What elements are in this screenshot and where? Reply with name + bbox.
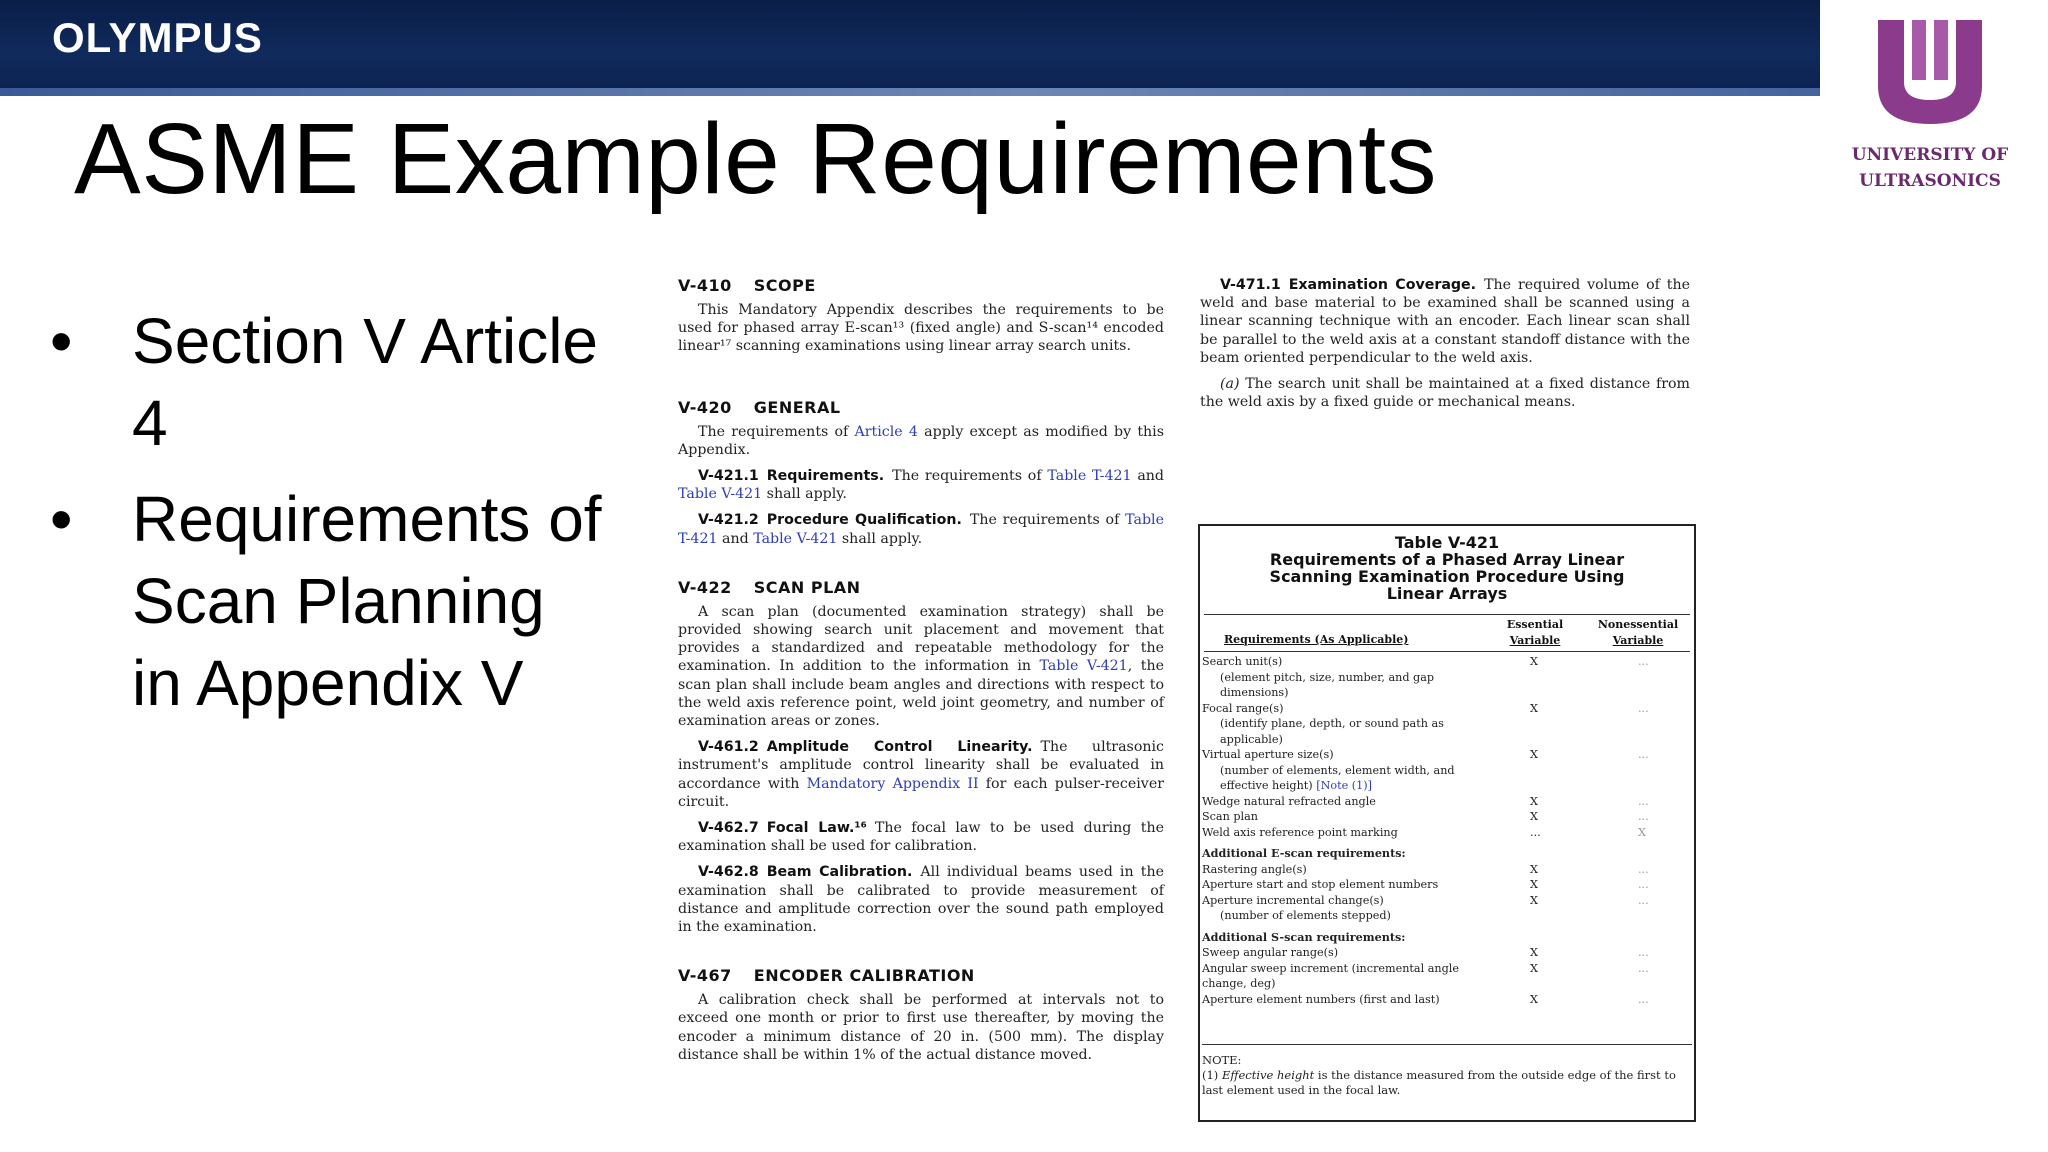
table-cell-requirement: Aperture incremental change(s) <box>1202 893 1384 907</box>
table-v421-link[interactable]: Table V-421 <box>678 486 763 503</box>
table-cell-nonessential: ... <box>1638 701 1649 715</box>
document-column-right <box>1200 276 1690 419</box>
section-body: The requirements of Article 4 apply except as modified by this Appendix. <box>678 423 1164 458</box>
table-group-row <box>1202 930 1692 946</box>
table-row <box>1202 670 1692 701</box>
table-cell-essential: X <box>1530 794 1538 808</box>
table-t421-link[interactable]: Table T-421 <box>678 512 1164 547</box>
subsection-body: V-462.8 Beam Calibration. All individual beams used in the examination shall be calibrated to provide measurement of distance and amplitude correction over the sound path employed in the examination. <box>678 864 1164 936</box>
bullet-item <box>50 478 610 724</box>
table-cell-nonessential: X <box>1638 825 1646 839</box>
slide-title: ASME Example Requirements <box>74 103 1438 215</box>
table-title: Table V-421 Requirements of a Phased Array Linear Scanning Examination Procedure Using Linear Arrays <box>1269 533 1625 603</box>
table-row <box>1202 908 1692 924</box>
logo-line1: UNIVERSITY OF <box>1851 145 2009 165</box>
article-4-link[interactable]: Article 4 <box>854 423 918 440</box>
requirements-table <box>1198 524 1696 1122</box>
subsection-body: V-421.2 Procedure Qualification. The requirements of Table T-421 and Table V-421 shall apply. <box>678 512 1164 547</box>
header-stripe <box>0 88 2048 96</box>
col-requirements: Requirements (As Applicable) <box>1224 633 1409 646</box>
table-cell-requirement: (identify plane, depth, or sound path as applicable) <box>1220 717 1444 746</box>
table-cell-essential: X <box>1530 961 1538 975</box>
university-logo <box>1820 0 2048 200</box>
section-body: A calibration check shall be performed at intervals not to exceed one month or prior to first use thereafter, by moving the encoder a minimum distance of 20 in. (500 mm). The display distance shall be within 1% of the actual distance moved. <box>678 992 1164 1063</box>
subsection-body: V-421.1 Requirements. The requirements of Table T-421 and Table V-421 shall apply. <box>678 468 1164 503</box>
table-cell-essential: X <box>1530 701 1538 715</box>
table-cell-essential: X <box>1530 655 1538 668</box>
table-cell-nonessential: ... <box>1638 794 1649 808</box>
table-row <box>1202 747 1692 763</box>
table-cell-essential: X <box>1530 992 1538 1006</box>
table-cell-nonessential: ... <box>1638 992 1649 1006</box>
table-cell-requirement: Additional S-scan requirements: <box>1202 929 1406 944</box>
bullet-text: Requirements of Scan Planning in Appendix V <box>132 483 602 719</box>
table-cell-requirement: Virtual aperture size(s) <box>1202 748 1334 761</box>
section-heading: V-410 SCOPE <box>678 276 816 295</box>
table-cell-nonessential: ... <box>1638 748 1649 761</box>
table-group-row <box>1202 846 1692 862</box>
olympus-logo: OLYMPUS <box>52 14 263 61</box>
col-nonessential: Nonessential Variable <box>1597 618 1679 647</box>
subsection-body: V-461.2 Amplitude Control Linearity. The ultrasonic instrument's amplitude control linearity shall be evaluated in accordance with Mandatory Appendix II for each pulser-receiver circuit. <box>678 739 1165 810</box>
subsection-body: V-462.7 Focal Law.¹⁶ The focal law to be used during the examination shall be used for calibration. <box>678 820 1164 855</box>
table-cell-requirement: (number of elements stepped) <box>1220 909 1391 922</box>
table-row <box>1202 825 1692 841</box>
table-cell-requirement: Scan plan <box>1202 810 1258 823</box>
section-body: A scan plan (documented examination strategy) shall be provided showing search unit placement and movement that provides a standardized and repeatable methodology for the examination. In addition to the information in Table V-421, the scan plan shall include beam angles and directions with respect to the weld axis reference point, weld joint geometry, and number of examination areas or zones. <box>678 603 1164 730</box>
table-cell-requirement: Aperture start and stop element numbers <box>1202 878 1439 891</box>
header-bar <box>0 0 2048 96</box>
table-cell-nonessential: ... <box>1638 655 1649 668</box>
table-cell-essential: X <box>1530 878 1538 891</box>
table-cell-nonessential: ... <box>1638 946 1649 959</box>
table-row <box>1202 961 1692 992</box>
table-cell-nonessential: ... <box>1638 893 1649 907</box>
table-row <box>1202 945 1692 961</box>
section-body: This Mandatory Appendix describes the requirements to be used for phased array E-scan¹³ (fixed angle) and S-scan¹⁴ encoded linear¹⁷ scanning examinations using linear array search units. <box>678 302 1164 355</box>
table-row <box>1202 763 1692 794</box>
table-cell-requirement: Wedge natural refracted angle <box>1202 794 1376 808</box>
bullet-item <box>50 300 610 464</box>
note-1-link[interactable]: [Note (1)] <box>1316 779 1372 792</box>
table-cell-requirement: (number of elements, element width, and effective height) [Note (1)] <box>1220 763 1455 792</box>
table-cell-requirement: Angular sweep increment (incremental angle change, deg) <box>1202 961 1459 990</box>
table-cell-requirement: Rastering angle(s) <box>1202 862 1307 876</box>
bullet-list <box>50 300 610 738</box>
table-cell-requirement: Aperture element numbers (first and last) <box>1202 992 1440 1006</box>
table-cell-essential: X <box>1530 748 1538 761</box>
table-note: NOTE: (1) Effective height is the distance measured from the outside edge of the first to last element used in the focal law. <box>1202 1044 1692 1098</box>
section-heading: V-467 ENCODER CALIBRATION <box>678 966 975 986</box>
mandatory-appendix-link[interactable]: Mandatory Appendix II <box>806 775 979 792</box>
university-logo-icon <box>1870 16 1990 128</box>
table-row <box>1202 862 1692 878</box>
table-cell-nonessential: ... <box>1638 862 1649 876</box>
section-heading: V-420 GENERAL <box>678 397 841 417</box>
col-essential: Essential Variable <box>1506 618 1564 647</box>
subsection-item: (a) The search unit shall be maintained at a fixed distance from the weld axis by a fixed guide or mechanical means. <box>1200 376 1690 411</box>
table-cell-requirement: Search unit(s) <box>1202 655 1283 668</box>
table-row <box>1202 809 1692 825</box>
bullet-dot-icon: • <box>50 305 73 377</box>
table-t421-link[interactable]: Table T-421 <box>1047 468 1132 485</box>
table-cell-essential: X <box>1530 810 1538 823</box>
table-cell-requirement: Additional E-scan requirements: <box>1202 846 1406 860</box>
table-cell-nonessential: ... <box>1638 961 1649 975</box>
table-cell-essential: X <box>1530 946 1538 959</box>
table-row <box>1202 654 1692 670</box>
table-cell-requirement: (element pitch, size, number, and gap dimensions) <box>1220 670 1435 699</box>
table-header <box>1204 614 1690 652</box>
table-row <box>1202 701 1692 717</box>
table-body <box>1202 654 1692 1007</box>
table-row <box>1202 893 1692 909</box>
table-cell-essential: ... <box>1530 825 1541 839</box>
document-column-left <box>678 276 1164 1072</box>
bullet-dot-icon: • <box>50 483 73 555</box>
table-cell-requirement: Sweep angular range(s) <box>1202 946 1339 959</box>
bullet-text: Section V Article 4 <box>132 305 598 459</box>
table-row <box>1202 794 1692 810</box>
subsection-body: V-471.1 Examination Coverage. The required volume of the weld and base material to be examined shall be scanned using a linear scanning technique with an encoder. Each linear scan shall be parallel to the weld axis at a constant standoff distance with the beam oriented perpendicular to the weld axis. <box>1200 277 1691 366</box>
section-heading: V-422 SCAN PLAN <box>678 577 861 597</box>
table-cell-nonessential: ... <box>1638 878 1649 891</box>
table-cell-essential: X <box>1530 862 1538 876</box>
table-cell-requirement: Focal range(s) <box>1202 701 1284 715</box>
table-row <box>1202 877 1692 893</box>
table-cell-essential: X <box>1530 893 1538 907</box>
logo-line2: ULTRASONICS <box>1859 171 2001 191</box>
table-v421-link[interactable]: Table V-421 <box>753 530 838 547</box>
table-row <box>1202 716 1692 747</box>
table-v421-link[interactable]: Table V-421 <box>1039 658 1128 675</box>
table-cell-nonessential: ... <box>1638 810 1649 823</box>
table-row <box>1202 992 1692 1008</box>
table-cell-requirement: Weld axis reference point marking <box>1202 825 1398 839</box>
